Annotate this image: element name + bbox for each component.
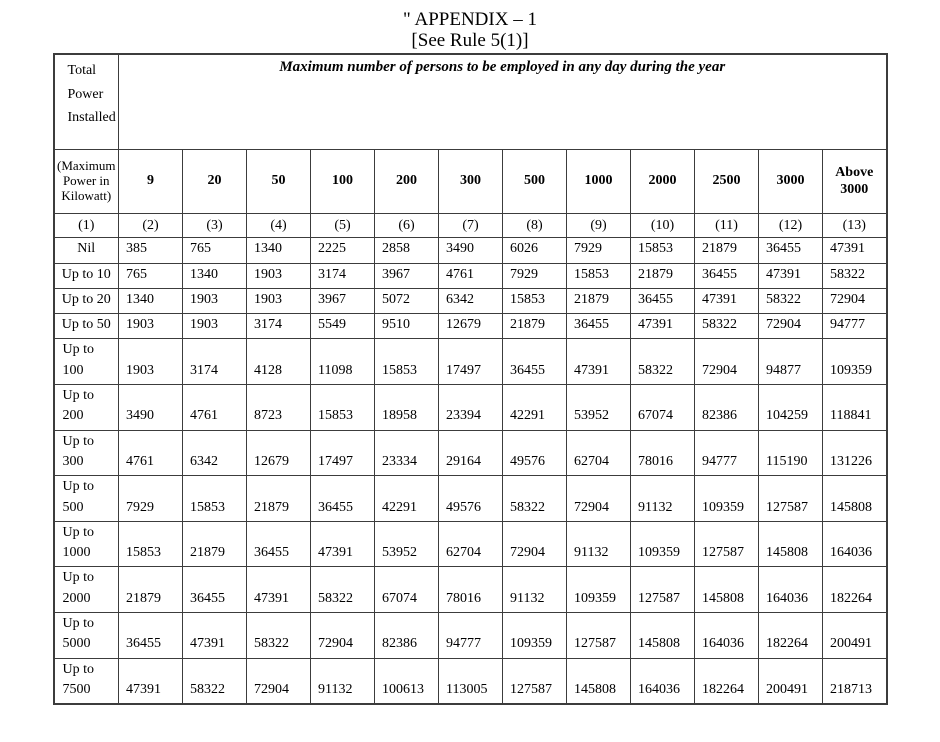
- table-main-header: Maximum number of persons to be employed in any day during the year: [119, 54, 887, 150]
- employment-table: [53, 53, 888, 705]
- value-cell: 3174: [311, 263, 375, 288]
- column-number: (9): [567, 214, 631, 238]
- value-cell: 58322: [759, 288, 823, 313]
- value-cell: 1903: [247, 263, 311, 288]
- value-cell: 53952: [375, 521, 439, 567]
- row-label: Nil: [54, 238, 119, 263]
- column-number: (8): [503, 214, 567, 238]
- value-cell: 47391: [311, 521, 375, 567]
- row-label: Up to 1000: [54, 521, 119, 567]
- column-header: 50: [247, 150, 311, 214]
- value-cell: 7929: [567, 238, 631, 263]
- value-cell: 200491: [823, 612, 887, 658]
- column-number: (13): [823, 214, 887, 238]
- row-label: Up to 300: [54, 430, 119, 476]
- row-label: Up to 20: [54, 288, 119, 313]
- value-cell: 36455: [183, 567, 247, 613]
- value-cell: 62704: [567, 430, 631, 476]
- column-header: 300: [439, 150, 503, 214]
- value-cell: 78016: [439, 567, 503, 613]
- value-cell: 11098: [311, 339, 375, 385]
- column-header: Above 3000: [823, 150, 887, 214]
- value-cell: 36455: [759, 238, 823, 263]
- value-cell: 1903: [119, 314, 183, 339]
- column-header: 20: [183, 150, 247, 214]
- column-header: 2000: [631, 150, 695, 214]
- value-cell: 17497: [311, 430, 375, 476]
- value-cell: 6342: [439, 288, 503, 313]
- rule-reference: [See Rule 5(1)]: [411, 29, 529, 51]
- value-cell: 6026: [503, 238, 567, 263]
- value-cell: 91132: [311, 658, 375, 704]
- column-number: (2): [119, 214, 183, 238]
- value-cell: 47391: [823, 238, 887, 263]
- value-cell: 127587: [695, 521, 759, 567]
- value-cell: 1340: [183, 263, 247, 288]
- value-cell: 47391: [631, 314, 695, 339]
- value-cell: 62704: [439, 521, 503, 567]
- value-cell: 72904: [311, 612, 375, 658]
- table-row: [54, 612, 887, 658]
- value-cell: 1903: [183, 314, 247, 339]
- value-cell: 47391: [695, 288, 759, 313]
- header-row-main: [54, 54, 887, 150]
- table-row: [54, 288, 887, 313]
- value-cell: 15853: [631, 238, 695, 263]
- row-label: Up to 2000: [54, 567, 119, 613]
- value-cell: 49576: [503, 430, 567, 476]
- row-label: Up to 5000: [54, 612, 119, 658]
- value-cell: 15853: [567, 263, 631, 288]
- value-cell: 29164: [439, 430, 503, 476]
- row-label: Up to 500: [54, 476, 119, 522]
- value-cell: 4128: [247, 339, 311, 385]
- column-header: 200: [375, 150, 439, 214]
- value-cell: 9510: [375, 314, 439, 339]
- value-cell: 21879: [247, 476, 311, 522]
- value-cell: 36455: [247, 521, 311, 567]
- value-cell: 164036: [695, 612, 759, 658]
- value-cell: 4761: [119, 430, 183, 476]
- column-header: 100: [311, 150, 375, 214]
- value-cell: 23394: [439, 385, 503, 431]
- value-cell: 15853: [503, 288, 567, 313]
- value-cell: 1340: [119, 288, 183, 313]
- value-cell: 21879: [631, 263, 695, 288]
- value-cell: 7929: [503, 263, 567, 288]
- value-cell: 94877: [759, 339, 823, 385]
- column-number: (6): [375, 214, 439, 238]
- value-cell: 49576: [439, 476, 503, 522]
- value-cell: 21879: [503, 314, 567, 339]
- column-number: (1): [54, 214, 119, 238]
- column-header: 500: [503, 150, 567, 214]
- value-cell: 23334: [375, 430, 439, 476]
- value-cell: 104259: [759, 385, 823, 431]
- value-cell: 3967: [375, 263, 439, 288]
- value-cell: 109359: [567, 567, 631, 613]
- value-cell: 6342: [183, 430, 247, 476]
- value-cell: 82386: [375, 612, 439, 658]
- value-cell: 3174: [247, 314, 311, 339]
- value-cell: 36455: [311, 476, 375, 522]
- column-number: (12): [759, 214, 823, 238]
- value-cell: 4761: [439, 263, 503, 288]
- column-number: (4): [247, 214, 311, 238]
- value-cell: 58322: [183, 658, 247, 704]
- value-cell: 53952: [567, 385, 631, 431]
- value-cell: 3174: [183, 339, 247, 385]
- value-cell: 58322: [311, 567, 375, 613]
- value-cell: 18958: [375, 385, 439, 431]
- value-cell: 2225: [311, 238, 375, 263]
- value-cell: 127587: [631, 567, 695, 613]
- value-cell: 42291: [375, 476, 439, 522]
- row-label: Up to 200: [54, 385, 119, 431]
- value-cell: 164036: [759, 567, 823, 613]
- value-cell: 47391: [567, 339, 631, 385]
- value-cell: 36455: [695, 263, 759, 288]
- value-cell: 200491: [759, 658, 823, 704]
- value-cell: 21879: [567, 288, 631, 313]
- value-cell: 36455: [567, 314, 631, 339]
- corner-subheader-kilowatt: (Maximum Power in Kilowatt): [54, 150, 119, 214]
- column-number-row: [54, 214, 887, 238]
- value-cell: 3967: [311, 288, 375, 313]
- value-cell: 21879: [695, 238, 759, 263]
- value-cell: 127587: [759, 476, 823, 522]
- value-cell: 36455: [503, 339, 567, 385]
- column-number: (3): [183, 214, 247, 238]
- value-cell: 36455: [631, 288, 695, 313]
- value-cell: 42291: [503, 385, 567, 431]
- value-cell: 36455: [119, 612, 183, 658]
- value-cell: 72904: [567, 476, 631, 522]
- value-cell: 109359: [631, 521, 695, 567]
- value-cell: 182264: [695, 658, 759, 704]
- value-cell: 115190: [759, 430, 823, 476]
- column-number: (10): [631, 214, 695, 238]
- table-body: [54, 238, 887, 704]
- value-cell: 164036: [631, 658, 695, 704]
- table-row: [54, 430, 887, 476]
- value-cell: 47391: [183, 612, 247, 658]
- value-cell: 67074: [375, 567, 439, 613]
- table-row: [54, 238, 887, 263]
- value-cell: 118841: [823, 385, 887, 431]
- value-cell: 12679: [247, 430, 311, 476]
- value-cell: 3490: [119, 385, 183, 431]
- column-header: 2500: [695, 150, 759, 214]
- value-cell: 15853: [375, 339, 439, 385]
- value-cell: 109359: [503, 612, 567, 658]
- value-cell: 91132: [631, 476, 695, 522]
- row-label: Up to 10: [54, 263, 119, 288]
- value-cell: 15853: [119, 521, 183, 567]
- value-cell: 131226: [823, 430, 887, 476]
- value-cell: 72904: [823, 288, 887, 313]
- value-cell: 72904: [503, 521, 567, 567]
- value-cell: 109359: [823, 339, 887, 385]
- column-number: (7): [439, 214, 503, 238]
- value-cell: 47391: [119, 658, 183, 704]
- value-cell: 91132: [503, 567, 567, 613]
- value-cell: 3490: [439, 238, 503, 263]
- value-cell: 78016: [631, 430, 695, 476]
- value-cell: 127587: [567, 612, 631, 658]
- row-label: Up to 7500: [54, 658, 119, 704]
- value-cell: 145808: [823, 476, 887, 522]
- value-cell: 15853: [183, 476, 247, 522]
- value-cell: 164036: [823, 521, 887, 567]
- value-cell: 47391: [759, 263, 823, 288]
- value-cell: 21879: [119, 567, 183, 613]
- value-cell: 21879: [183, 521, 247, 567]
- value-cell: 182264: [823, 567, 887, 613]
- value-cell: 91132: [567, 521, 631, 567]
- table-row: [54, 339, 887, 385]
- table-row: [54, 521, 887, 567]
- value-cell: 385: [119, 238, 183, 263]
- value-cell: 5549: [311, 314, 375, 339]
- value-cell: 145808: [759, 521, 823, 567]
- row-label: Up to 100: [54, 339, 119, 385]
- value-cell: 145808: [695, 567, 759, 613]
- table-row: [54, 263, 887, 288]
- value-cell: 2858: [375, 238, 439, 263]
- value-cell: 58322: [631, 339, 695, 385]
- table-row: [54, 567, 887, 613]
- value-cell: 47391: [247, 567, 311, 613]
- table-row: [54, 314, 887, 339]
- value-cell: 94777: [823, 314, 887, 339]
- value-cell: 72904: [247, 658, 311, 704]
- column-header: 3000: [759, 150, 823, 214]
- value-cell: 82386: [695, 385, 759, 431]
- value-cell: 58322: [503, 476, 567, 522]
- value-cell: 5072: [375, 288, 439, 313]
- column-header: 9: [119, 150, 183, 214]
- value-cell: 1903: [183, 288, 247, 313]
- value-cell: 72904: [759, 314, 823, 339]
- power-header-row: [54, 150, 887, 214]
- value-cell: 58322: [823, 263, 887, 288]
- value-cell: 7929: [119, 476, 183, 522]
- value-cell: 113005: [439, 658, 503, 704]
- value-cell: 765: [183, 238, 247, 263]
- value-cell: 4761: [183, 385, 247, 431]
- value-cell: 765: [119, 263, 183, 288]
- row-label: Up to 50: [54, 314, 119, 339]
- value-cell: 218713: [823, 658, 887, 704]
- value-cell: 1340: [247, 238, 311, 263]
- value-cell: 145808: [567, 658, 631, 704]
- value-cell: 17497: [439, 339, 503, 385]
- value-cell: 145808: [631, 612, 695, 658]
- value-cell: 1903: [247, 288, 311, 313]
- value-cell: 94777: [695, 430, 759, 476]
- value-cell: 94777: [439, 612, 503, 658]
- column-number: (5): [311, 214, 375, 238]
- value-cell: 100613: [375, 658, 439, 704]
- table-row: [54, 385, 887, 431]
- value-cell: 58322: [695, 314, 759, 339]
- value-cell: 58322: [247, 612, 311, 658]
- value-cell: 127587: [503, 658, 567, 704]
- column-header: 1000: [567, 150, 631, 214]
- value-cell: 8723: [247, 385, 311, 431]
- value-cell: 67074: [631, 385, 695, 431]
- value-cell: 182264: [759, 612, 823, 658]
- value-cell: 12679: [439, 314, 503, 339]
- value-cell: 15853: [311, 385, 375, 431]
- table-row: [54, 658, 887, 704]
- table-row: [54, 476, 887, 522]
- column-number: (11): [695, 214, 759, 238]
- value-cell: 109359: [695, 476, 759, 522]
- appendix-title: " APPENDIX – 1: [403, 9, 537, 30]
- value-cell: 1903: [119, 339, 183, 385]
- value-cell: 72904: [695, 339, 759, 385]
- corner-header-total-power-installed: Total Power Installed: [54, 54, 119, 150]
